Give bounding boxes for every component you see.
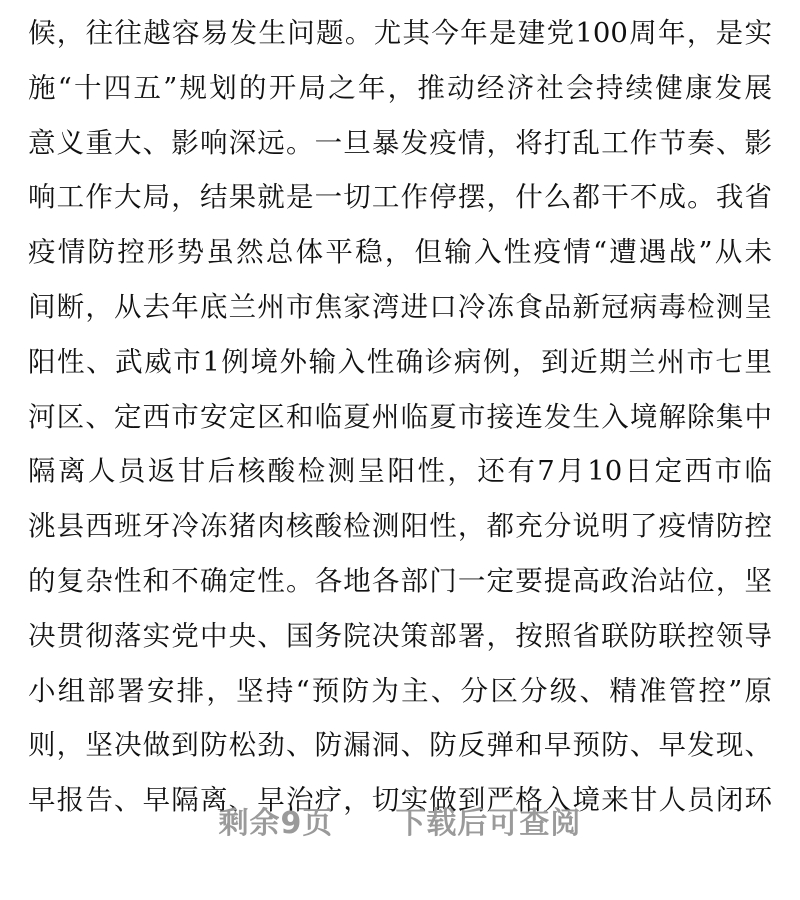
- download-hint-label[interactable]: 下载后可查阅: [395, 806, 582, 841]
- text-line-9: 隔离人员返甘后核酸检测呈阳性，还有7月10日定西市临: [28, 455, 772, 488]
- download-prompt[interactable]: [0, 790, 800, 850]
- text-line-1: 候，往往越容易发生问题。尤其今年是建党100周年，是实: [28, 17, 772, 49]
- text-line-10: 洮县西班牙冷冻猪肉核酸检测阳性，都充分说明了疫情防控: [28, 510, 772, 543]
- text-line-8: 河区、定西市安定区和临夏州临夏市接连发生入境解除集中: [28, 400, 772, 433]
- text-line-6: 间断，从去年底兰州市焦家湾进口冷冻食品新冠病毒检测呈: [28, 290, 772, 323]
- text-line-2: 施“十四五”规划的开局之年，推动经济社会持续健康发展: [28, 71, 772, 104]
- text-line-4: 响工作大局，结果就是一切工作停摆，什么都干不成。我省: [28, 181, 772, 214]
- remaining-pages-label[interactable]: 剩余9页: [218, 806, 334, 841]
- text-line-13: 小组部署安排，坚持“预防为主、分区分级、精准管控”原: [28, 674, 772, 707]
- text-line-3: 意义重大、影响深远。一旦暴发疫情，将打乱工作节奏、影: [28, 126, 772, 159]
- text-line-12: 决贯彻落实党中央、国务院决策部署，按照省联防联控领导: [28, 619, 772, 652]
- text-line-14: 则，坚决做到防松劲、防漏洞、防反弹和早预防、早发现、: [28, 729, 772, 762]
- text-line-11: 的复杂性和不确定性。各地各部门一定要提高政治站位，坚: [28, 564, 772, 597]
- text-line-7: 阳性、武威市1例境外输入性确诊病例，到近期兰州市七里: [28, 345, 772, 378]
- text-line-15: 早报告、早隔离、早治疗，切实做到严格入境来甘人员闭环: [28, 784, 772, 817]
- text-line-5: 疫情防控形势虽然总体平稳，但输入性疫情“遭遇战”从未: [28, 236, 772, 269]
- document-body: [28, 6, 772, 828]
